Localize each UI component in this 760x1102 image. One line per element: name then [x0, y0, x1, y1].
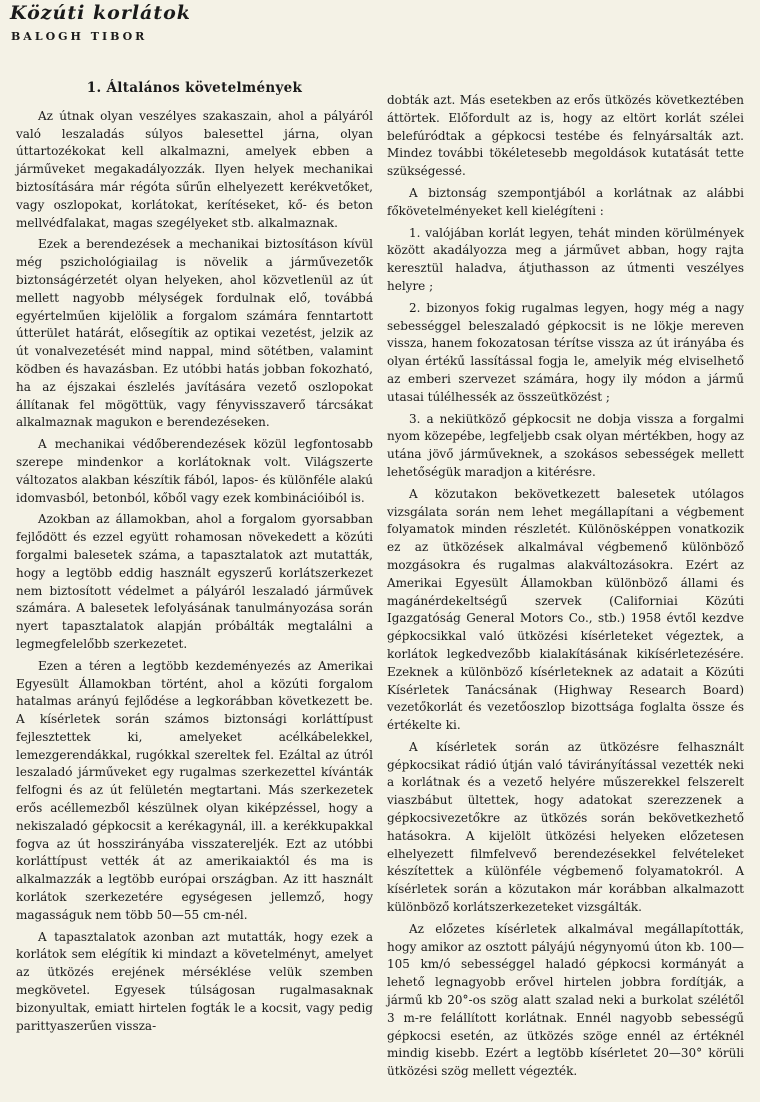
requirement-item: 1. valójában korlát legyen, tehát minden körülmények között akadályozza meg a járművet abban, hogy rajta keresztül haladva, átjuthasson az útmenti veszélyes helyre ;	[387, 225, 744, 293]
requirement-item: 2. bizonyos fokig rugalmas legyen, hogy még a nagy sebességgel beleszaladó gépkocsit is ne lökje mereven vissza, hanem fokozatosan térítse vissza az út irányába és olyan értékű lassítással fogja le, amelyik még elviselhető az emberi szervezet számára, hogy ily módon a jármű utasai túlélhessék az összeütközést ;	[387, 300, 744, 404]
paragraph: A tapasztalatok azonban azt mutatták, hogy ezek a korlátok sem elégítik ki mindazt a követelményt, amelyet az ütközés erejének mérséklése velük szemben megkövetel. Egyesek túlságosan rugalmasaknak bizonyultak, emiatt hirtelen fogták le a kocsit, vagy pedig parittyaszerűen vissza-	[16, 929, 373, 1033]
requirement-item: 3. a nekiütköző gépkocsit ne dobja vissza a forgalmi nyom közepébe, legfeljebb csak olyan mértékben, hogy az utána jövő járműveknek, a szokásos sebességek mellett lehetőségük maradjon a kitérésre.	[387, 411, 744, 479]
author-name: BALOGH TIBOR	[11, 30, 148, 43]
paragraph: Azokban az államokban, ahol a forgalom gyorsabban fejlődött és ezzel együtt rohamosan növekedett a közúti forgalmi balesetek száma, a tapasztalatok azt mutatták, hogy a legtöbb eddig használt egyszerű korlátszerkezet nem biztosított védelmet a pályáról leszaladó járművek számára. A balesetek lefolyásának tanulmányozása során nyert tapasztalatok alapján próbálták megtalálni a legmegfelelőbb szerkezetet.	[16, 512, 373, 651]
paragraph: Az előzetes kísérletek alkalmával megállapították, hogy amikor az osztott pályájú négynyomú úton kb. 100—105 km/ó sebességgel haladó gépkocsi kormányát a lehető legnagyobb erővel hirtelen jobbra fordítják, a jármű kb 20°-os szög alatt szalad neki a burkolat szélétől 3 m-re felállított korlátnak. Ennél nagyobb sebességű gépkocsi esetén, az ütközés szöge ennél az értéknél mindig kisebb. Ezért a legtöbb kísérletet 20—30° körüli ütközési szög mellett végezték.	[387, 921, 744, 1079]
paragraph: Az útnak olyan veszélyes szakaszain, ahol a pályáról való leszaladás súlyos balesettel járna, olyan úttartozékokat kell alkalmazni, amelyek ebben a járműveket megakadályozzák. Ilyen helyek mechanikai biztosítására már régóta sűrűn elhelyezett kerékvetőket, vagy oszlopokat, korlátokat, kerítéseket, kő- és beton mellvédfalakat, magas szegélyeket stb. alkalmaznak.	[16, 108, 373, 230]
paragraph: A mechanikai védőberendezések közül legfontosabb szerepe mindenkor a korlátoknak volt. Világszerte változatos alakban készítik fából, lapos- és különféle alakú idomvasból, betonból, kőből vagy ezek kombinációiból is.	[16, 437, 373, 505]
left-column	[16, 80, 373, 1039]
paragraph: Ezen a téren a legtöbb kezdeményezés az Amerikai Egyesült Államokban történt, ahol a közúti forgalom hatalmas arányú fejlődése a legkorábban következett be. A kísérletek során számos biztonsági korláttípust fejlesztettek ki, amelyeket acélkábelekkel, lemezgerendákkal, rugókkal szereltek fel. Ezáltal az útról leszaladó járműveket egy rugalmas szerkezettel kívánták felfogni és az út felületén megtartani. Más szerkezetek erős acéllemezből készülnek olyan kiképzéssel, hogy a nekiszaladó gépkocsit a kerékagynál, ill. a kerékkupakkal fogva az út hosszirányába visszatereljék. Ezt az utóbbi korláttípust vették át az amerikaiaktól és ma is alkalmazzák a legtöbb európai országban. Az itt használt korlátok szerkezetére egységesen jellemző, hogy magasságuk nem több 50—55 cm-nél.	[16, 658, 373, 922]
paragraph: A közutakon bekövetkezett balesetek utólagos vizsgálata során nem lehet megállapítani a végbement folyamatok minden részletét. Különösképpen vonatkozik ez az ütközések alkalmával végbemenő különböző mozgásokra és rugalmas alakváltozásokra. Ezért az Amerikai Egyesült Államokban különböző állami és magánérdekeltségű szervek (Californiai Közúti Igazgatóság General Motors Co., stb.) 1958 évtől kezdve gépkocsikkal való ütközési kísérleteket végeztek, a korlátok legkedvezőbb kialakításának kikísérletezésére. Ezeknek a különböző kísérleteknek az adatait a Közúti Kísérletek Tanácsának (Highway Research Board) vezetőkorlát és vezetőoszlop bizottsága foglalta össze és értékelte ki.	[387, 486, 744, 733]
right-column	[387, 92, 744, 1085]
paragraph-continuation: dobták azt. Más esetekben az erős ütközés következtében áttörtek. Előfordult az is, hogy az eltört korlát szélei belefúródtak a gépkocsi testébe és felnyársalták azt. Mindez további tökéletesebb megoldások kutatását tette szükségessé.	[387, 93, 744, 179]
paragraph: A biztonság szempontjából a korlátnak az alábbi főkövetelményeket kell kielégíteni :	[387, 185, 744, 218]
section-heading: 1. Általános követelmények	[86, 80, 303, 96]
article-title: Közúti korlátok	[10, 2, 191, 24]
paragraph: A kísérletek során az ütközésre felhasznált gépkocsikat rádió útján való távirányítással vezették neki a korlátnak és a vezető helyére műszerekkel felszerelt viaszbábut ültettek, hogy adatokat szerezzenek a gépkocsivezetőkre az ütközés során bekövetkezhető hatásokra. A kijelölt ütközési helyeken előzetesen elhelyezett filmfelvevő berendezésekkel felvételeket készítettek a különféle végbemenő folyamatokról. A kísérletek során a közutakon már korábban alkalmazott különböző korlátszerkezeteket vizsgálták.	[387, 739, 744, 915]
paragraph: Ezek a berendezések a mechanikai biztosításon kívül még pszichológiailag is növelik a járművezetők biztonságérzetét olyan helyeken, ahol közvetlenül az út mellett nagyobb mélységek fordulnak elő, továbbá egyértelműen kijelölik a forgalom számára fenntartott útterület határát, elősegítik az optikai vezetést, jelzik az út vonalvezetését mind nappal, mind sötétben, valamint ködben és havazásban. Ez utóbbi hatás jobban fokozható, ha az éjszakai észlelés javítására vezető oszlopokat állítanak fel mögöttük, vagy fényvisszaverő tárcsákat alkalmaznak magukon e berendezéseken.	[16, 237, 373, 430]
